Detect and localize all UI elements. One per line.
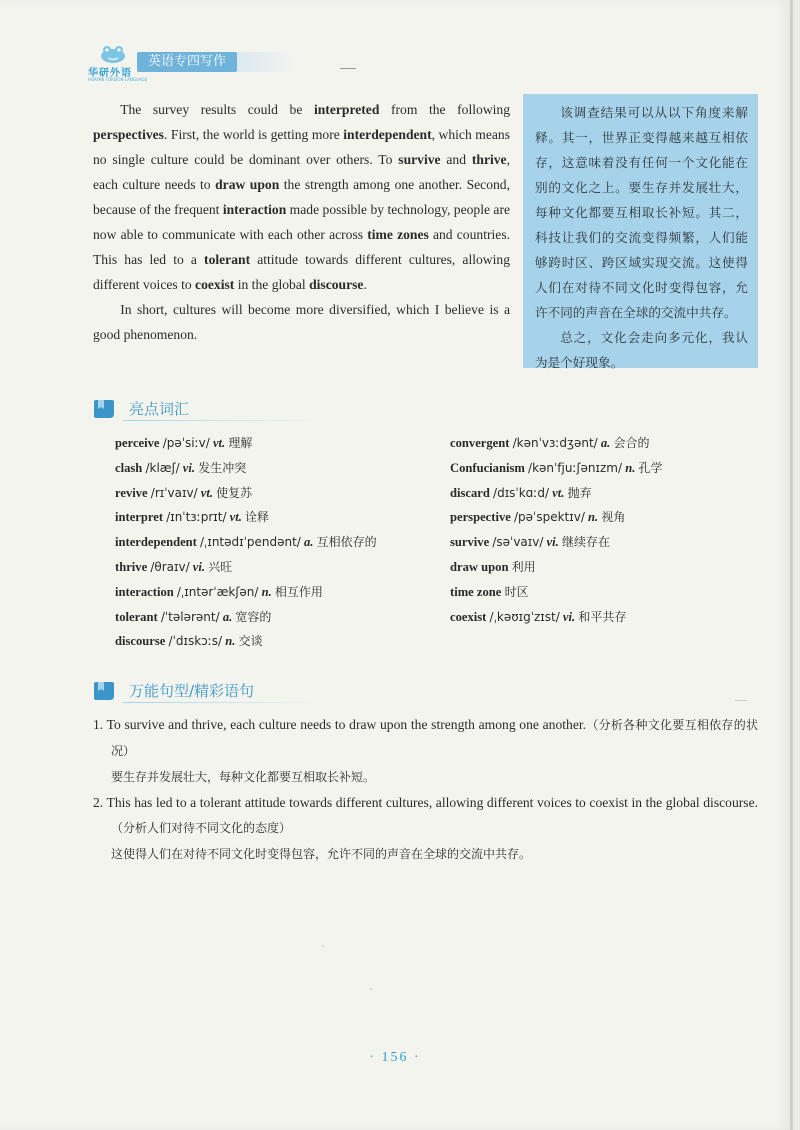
sentence-note: （分析各种文化要互相依存的状况） — [111, 718, 758, 758]
vocab-phonetic: /ˌkəʊɪgˈzɪst/ — [489, 609, 560, 624]
vocab-item — [450, 481, 663, 506]
vocab-pos: vi. — [192, 559, 206, 574]
sentence-item — [93, 712, 758, 790]
vocab-item — [115, 481, 377, 506]
section-rule — [123, 420, 323, 421]
vocab-phonetic: /θraɪv/ — [150, 559, 190, 574]
vocab-word: Confucianism — [450, 460, 525, 475]
sentence-translation: 这使得人们在对待不同文化时变得包容，允许不同的声音在全球的交流中共存。 — [111, 847, 532, 861]
bookmark-icon — [93, 399, 115, 419]
vocab-pos: a. — [222, 609, 233, 624]
vocab-word: discourse — [115, 634, 166, 649]
vocab-pos: vi. — [562, 609, 576, 624]
vocab-pos: vt. — [229, 510, 242, 525]
vocab-phonetic: /ˈtələrənt/ — [160, 609, 220, 624]
vocab-word: revive — [115, 485, 148, 500]
vocab-pos: vi. — [546, 535, 559, 550]
vocab-item — [450, 456, 663, 481]
vocab-meaning: 诠释 — [245, 510, 270, 525]
vocab-pos: n. — [225, 634, 236, 649]
essay-paragraph-1: The survey results could be interpreted from the following perspectives. First, the world is getting more interdependent, which means no single culture could be dominant over others. To survive and thrive, each culture needs to draw upon the strength among one another. Second, because of the frequent interaction made possible by technology, people are now able to communicate with each other across time zones and countries. This has led to a tolerant attitude towards different cultures, allowing different voices to coexist in the global discourse. — [93, 102, 511, 292]
sentence-translation: 要生存并发展壮大，每种文化都要互相取长补短。 — [111, 770, 376, 784]
vocab-item — [115, 456, 377, 481]
essay-paragraph-2: In short, cultures will become more diversified, which I believe is a good phenomenon. — [93, 302, 510, 342]
vocab-item — [115, 530, 377, 555]
essay-text — [93, 97, 510, 347]
vocab-pos: n. — [625, 460, 636, 475]
vocab-meaning: 理解 — [228, 436, 253, 450]
tab-shade — [237, 52, 297, 72]
logo-text: 华研外语 — [88, 68, 132, 79]
scan-speck — [370, 988, 372, 990]
vocab-phonetic: /kənˈfjuːʃənɪzm/ — [528, 460, 623, 475]
vocab-word: convergent — [450, 436, 510, 450]
vocab-word: interaction — [115, 584, 174, 599]
vocab-item — [115, 505, 377, 530]
vocab-meaning: 会合的 — [613, 436, 650, 450]
translation-box — [523, 94, 758, 368]
page-number: · 156 · — [369, 1050, 421, 1065]
vocab-word: interdependent — [115, 535, 197, 550]
vocab-word: thrive — [115, 559, 148, 574]
vocab-phonetic: /ˌɪntədɪˈpendənt/ — [200, 535, 301, 550]
vocab-phonetic: /rɪˈvaɪv/ — [150, 485, 198, 500]
vocab-meaning: 时区 — [504, 584, 529, 599]
vocab-item — [450, 605, 663, 630]
vocab-meaning: 发生冲突 — [198, 460, 247, 475]
vocab-word: time zone — [450, 584, 502, 599]
vocab-meaning: 利用 — [511, 559, 536, 574]
vocab-word: perspective — [450, 510, 511, 525]
sentence-text: This has led to a tolerant attitude towards different cultures, allowing different voices to coexist in the global discourse. — [106, 795, 758, 810]
vocab-meaning: 宽容的 — [235, 609, 272, 624]
vocab-pos: vt. — [552, 485, 565, 500]
sentence-english — [93, 712, 758, 764]
vocab-pos: a. — [304, 535, 314, 550]
scan-speck — [322, 945, 324, 947]
sentence-item — [93, 790, 758, 867]
vocab-column-right — [450, 431, 663, 629]
vocab-phonetic: /pəˈsiːv/ — [162, 436, 210, 450]
vocab-meaning: 抛弃 — [567, 485, 592, 500]
vocab-phonetic: /ˌɪntərˈækʃən/ — [176, 584, 259, 599]
vocab-item — [450, 555, 663, 580]
vocab-pos: vt. — [212, 436, 226, 450]
vocab-pos: vt. — [200, 485, 213, 500]
vocab-section-title: 亮点词汇 — [129, 400, 190, 418]
publisher-logo — [88, 44, 148, 82]
vocab-phonetic: /ɪnˈtɜːprɪt/ — [166, 510, 227, 525]
vocab-word: discard — [450, 485, 490, 500]
translation-paragraph-1: 该调查结果可以从以下角度来解释。其一，世界正变得越来越互相依存，这意味着没有任何一个文化能在别的文化之上。要生存并发展壮大，每种文化都要互相取长补短。其二，科技让我们的交流变得频繁，人们能够跨时区、跨区域实现交流。这使得人们在对待不同文化时变得包容，允许不同的声音在全球的交流中共存。 — [535, 105, 748, 320]
vocab-phonetic: /kənˈvɜːdʒənt/ — [512, 436, 598, 450]
vocab-meaning: 相互作用 — [274, 584, 323, 599]
vocab-meaning: 继续存在 — [561, 535, 610, 550]
sentence-english — [93, 790, 758, 841]
vocab-item — [115, 605, 377, 630]
vocab-pos: vi. — [182, 460, 196, 475]
sentence-note: （分析人们对待不同文化的态度） — [111, 821, 292, 835]
vocab-meaning: 互相依存的 — [316, 535, 377, 550]
scan-speck — [735, 700, 747, 701]
vocab-phonetic: /səˈvaɪv/ — [492, 535, 544, 550]
vocab-item — [115, 629, 377, 654]
vocab-phonetic: /ˈdɪskɔːs/ — [168, 634, 223, 649]
vocab-phonetic: /pəˈspektɪv/ — [514, 510, 585, 525]
vocab-word: survive — [450, 535, 490, 550]
vocab-phonetic: /klæʃ/ — [145, 460, 180, 475]
sentence-number: 2. — [93, 795, 104, 810]
sentence-number: 1. — [93, 717, 104, 732]
vocab-pos: n. — [261, 584, 272, 599]
vocab-meaning: 交谈 — [238, 634, 263, 649]
vocab-word: draw upon — [450, 559, 509, 574]
header-dash — [340, 68, 356, 69]
vocab-pos: n. — [588, 510, 599, 525]
vocab-word: clash — [115, 460, 143, 475]
vocab-word: perceive — [115, 436, 160, 450]
vocab-item — [450, 580, 663, 605]
vocab-meaning: 使复苏 — [216, 485, 253, 500]
section-rule — [123, 702, 323, 703]
vocab-item — [450, 431, 663, 456]
vocab-word: interpret — [115, 510, 164, 525]
vocab-item — [450, 530, 663, 555]
vocab-item — [115, 555, 377, 580]
translation-paragraph-2: 总之，文化会走向多元化，我认为是个好现象。 — [535, 330, 748, 370]
vocab-meaning: 兴旺 — [208, 559, 233, 574]
frog-logo-icon — [98, 44, 128, 64]
vocab-item — [450, 505, 663, 530]
bookmark-icon — [93, 681, 115, 701]
sentences-list — [93, 712, 758, 867]
vocab-item — [115, 431, 377, 456]
vocab-word: tolerant — [115, 609, 158, 624]
book-title-tab: 英语专四写作 — [137, 52, 237, 72]
vocab-item — [115, 580, 377, 605]
vocab-meaning: 孔学 — [638, 460, 663, 475]
vocab-meaning: 视角 — [601, 510, 626, 525]
vocab-column-left — [115, 431, 377, 654]
vocab-pos: a. — [600, 436, 611, 450]
logo-subtext: HUAYAN FOREIGN LANGUAGE — [88, 77, 148, 82]
vocab-meaning: 和平共存 — [578, 609, 627, 624]
vocab-phonetic: /dɪsˈkɑːd/ — [493, 485, 549, 500]
sentences-section-title: 万能句型/精彩语句 — [129, 682, 255, 700]
sentence-text: To survive and thrive, each culture needs to draw upon the strength among one another. — [106, 717, 587, 732]
vocab-word: coexist — [450, 609, 487, 624]
